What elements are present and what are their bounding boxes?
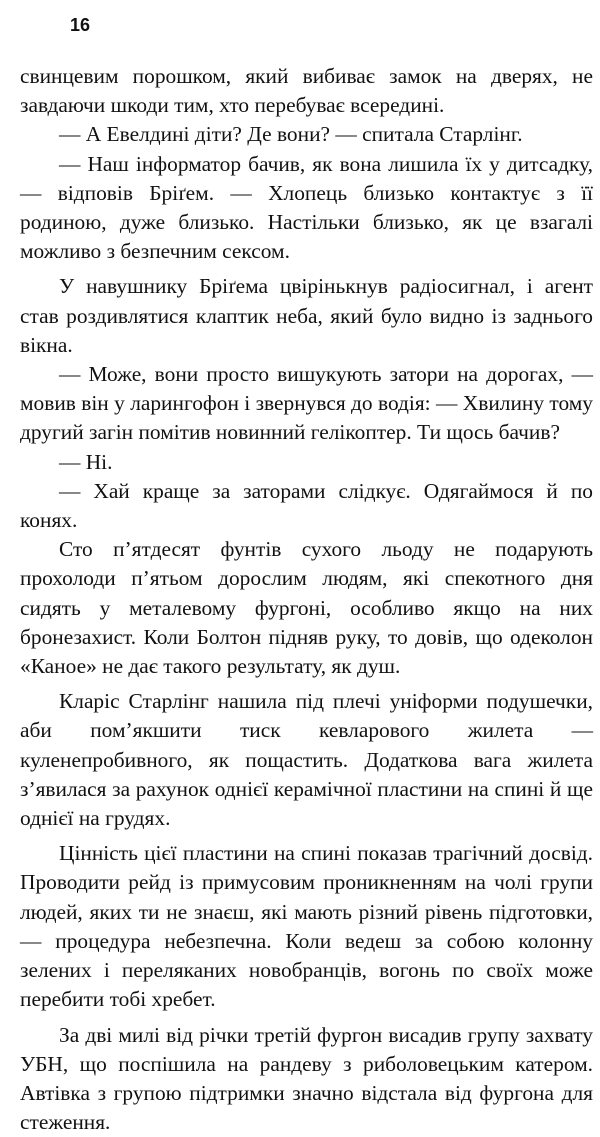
page-text [20, 62, 593, 1137]
paragraph-8: Сто п’ятдесят фунтів сухого льоду не подарують прохолоди п’ятьом дорослим людям, які спекотного дня сидять у металевому фургоні, особливо якщо на них бронезахист. Коли Болтон підняв руку, то довів, що одеколон «Каное» не дає такого результату, як душ. [20, 535, 593, 681]
page-number: 16 [70, 14, 90, 36]
paragraph-10: Цінність цієї пластини на спині показав трагічний досвід. Проводити рейд із примусовим проникненням на чолі групи людей, яких ти не знаєш, які мають різний рівень підготовки, — процедура небезпечна. Коли ведеш за собою колонну зелених і переляканих новобранців, вогонь по своїх може перебити тобі хребет. [20, 839, 593, 1014]
paragraph-6: — Ні. [20, 448, 593, 477]
paragraph-7: — Хай краще за заторами слідкує. Одягаймося й по конях. [20, 477, 593, 535]
paragraph-1: свинцевим порошком, який вибиває замок на дверях, не завдаючи шкоди тим, хто перебуває всередині. [20, 62, 593, 120]
paragraph-3: — Наш інформатор бачив, як вона лишила їх у дитсадку, — відповів Бріґем. — Хлопець близько контактує з її родиною, дуже близько. Настільки близько, як це взагалі можливо з безпечним сексом. [20, 150, 593, 267]
paragraph-9: Кларіс Старлінг нашила під плечі уніформи подушечки, аби пом’якшити тиск кевларового жилета — куленепробивного, як пощастить. Додаткова вага жилета з’явилася за рахунок однієї керамічної пластини на спині й ще однієї на грудях. [20, 687, 593, 833]
paragraph-5: — Може, вони просто вишукують затори на дорогах, — мовив він у ларингофон і звернувся до водія: — Хвилину тому другий загін помітив новинний гелікоптер. Ти щось бачив? [20, 360, 593, 448]
paragraph-4: У навушнику Бріґема цвірінькнув радіосигнал, і агент став роздивлятися клаптик неба, який було видно із заднього вікна. [20, 272, 593, 360]
paragraph-2: — А Евелдині діти? Де вони? — спитала Старлінг. [20, 120, 593, 149]
paragraph-11: За дві милі від річки третій фургон висадив групу захвату УБН, що поспішила на рандеву з риболовецьким катером. Автівка з групою підтримки значно відстала від фургона для стеження. [20, 1021, 593, 1137]
